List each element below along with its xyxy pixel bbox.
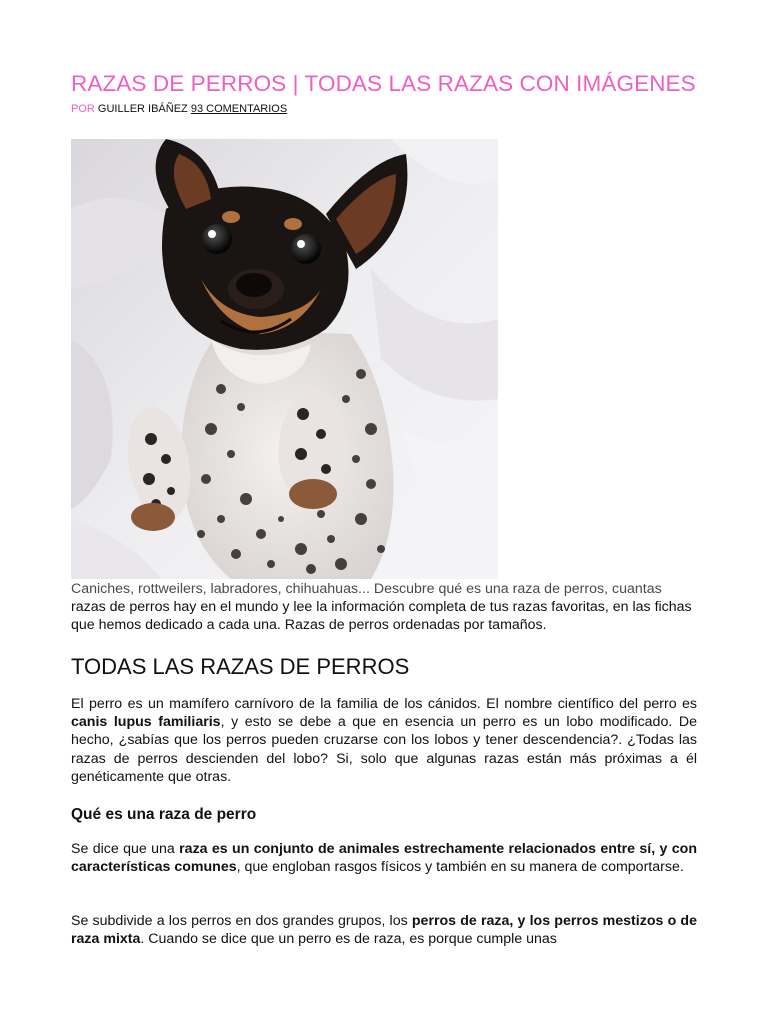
dachshund-puppy-photo [71, 139, 498, 579]
para1-text-a: El perro es un mamífero carnívoro de la familia de los cánidos. El nombre científico del perro es [71, 696, 697, 712]
para1-bold: canis lupus familiaris [71, 714, 221, 731]
intro-lead: Caniches, rottweilers, labradores, chihuahuas... Descubre qué es una raza de perros, cuantas [71, 581, 662, 597]
intro-rest: razas de perros hay en el mundo y lee la información completa de tus razas favoritas, en las fichas que hemos dedicado a cada una. Razas de perros ordenadas por tamaños. [71, 599, 692, 634]
subheading-que-es-raza: Qué es una raza de perro [71, 806, 257, 823]
para3-text-c: . Cuando se dice que un perro es de raza, es porque cumple unas [140, 931, 557, 948]
article-title: RAZAS DE PERROS | TODAS LAS RAZAS CON IMÁGENES [71, 71, 696, 96]
intro-paragraph [71, 580, 697, 635]
paragraph-grupos-perros [71, 912, 697, 948]
para2-bold: raza es un conjunto de animales estrechamente relacionados entre sí, y con características comunes [71, 841, 697, 876]
para3-bold: perros de raza, y los perros mestizos o de raza mixta [71, 913, 697, 948]
para1-text-c: , y esto se debe a que en esencia un perro es un lobo modificado. De hecho, ¿sabías que los perros pueden cruzarse con los lobos y tener descendencia?. ¿Todas las razas de perros descienden del lobo? Si, solo que algunas razas están más próximas a él genéticamente que otras. [71, 714, 697, 785]
para2-text-c: , que engloban rasgos físicos y también en su manera de comportarse. [236, 859, 684, 876]
paragraph-perro-mamifero [71, 695, 697, 786]
paragraph-definicion-raza [71, 840, 697, 876]
byline-author[interactable]: GUILLER IBÁÑEZ [97, 103, 188, 115]
para3-text-a: Se subdivide a los perros en dos grandes grupos, los [71, 913, 412, 929]
para2-text-a: Se dice que una [71, 841, 180, 857]
section-heading: TODAS LAS RAZAS DE PERROS [71, 654, 410, 679]
comments-link[interactable]: 93 COMENTARIOS [190, 103, 288, 115]
byline [71, 103, 287, 115]
byline-por: POR [71, 103, 95, 115]
